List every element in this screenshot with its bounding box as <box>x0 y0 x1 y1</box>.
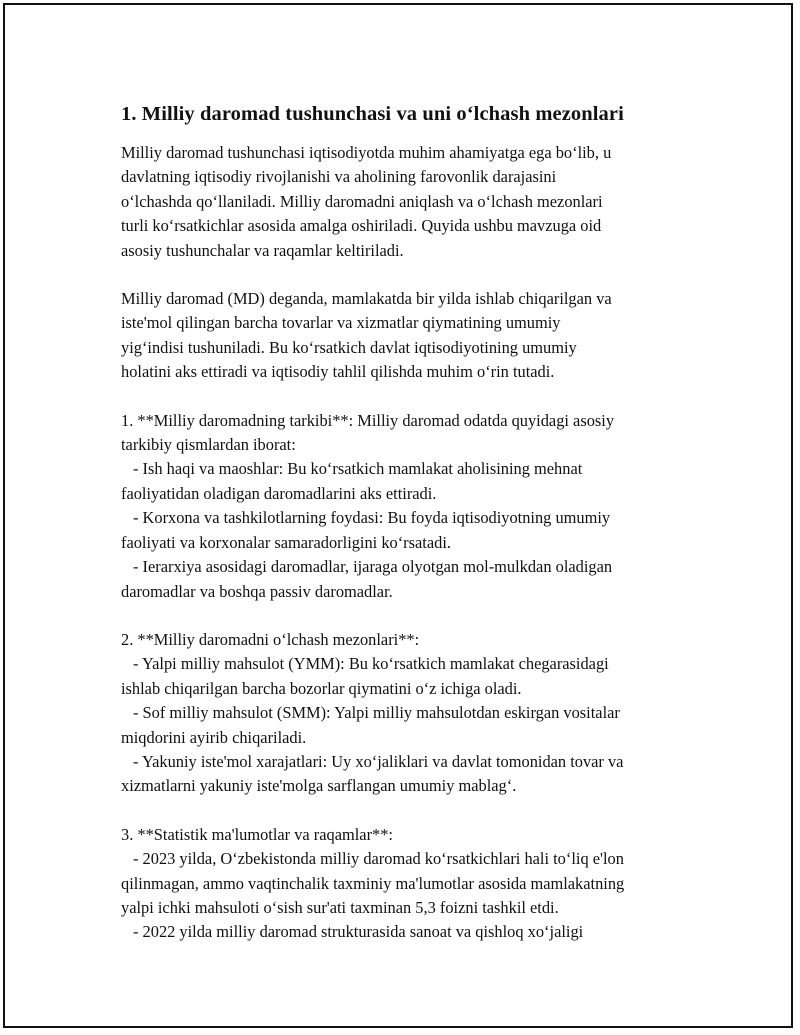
text-line: Milliy daromad (MD) deganda, mamlakatda bir yilda ishlab chiqarilgan va <box>121 289 612 309</box>
list-item-line: faoliyati va korxonalar samaradorligini ko‘rsatadi. <box>121 532 451 552</box>
text-line: iste'mol qilingan barcha tovarlar va xizmatlar qiymatining umumiy <box>121 313 561 333</box>
list-item <box>121 506 701 555</box>
document-page <box>3 3 793 1028</box>
list-item <box>121 555 701 604</box>
list-item-line: qilinmagan, ammo vaqtinchalik taxminiy ma'lumotlar asosida mamlakatning <box>121 873 625 893</box>
text-line: asosiy tushunchalar va raqamlar keltiriladi. <box>121 240 404 260</box>
list-item <box>121 750 701 799</box>
list-item-line: - 2022 yilda milliy daromad strukturasida sanoat va qishloq xo‘jaligi <box>133 922 584 942</box>
list-item <box>121 847 701 920</box>
list-item-line: yalpi ichki mahsuloti o‘sish sur'ati taxminan 5,3 foizni tashkil etdi. <box>121 897 559 917</box>
section-heading-line: tarkibiy qismlardan iborat: <box>121 435 296 455</box>
list-item-line: - Ish haqi va maoshlar: Bu ko‘rsatkich mamlakat aholisining mehnat <box>133 459 583 479</box>
list-item <box>121 457 701 506</box>
list-item-line: - Sof milliy mahsulot (SMM): Yalpi milliy mahsulotdan eskirgan vositalar <box>133 703 620 723</box>
definition-paragraph <box>121 287 701 385</box>
list-item <box>121 701 701 750</box>
section-statistics <box>121 823 701 945</box>
list-item-line: daromadlar va boshqa passiv daromadlar. <box>121 581 393 601</box>
list-item-line: ishlab chiqarilgan barcha bozorlar qiymatini o‘z ichiga oladi. <box>121 678 522 698</box>
text-line: holatini aks ettiradi va iqtisodiy tahlil qilishda muhim o‘rin tutadi. <box>121 362 555 382</box>
intro-paragraph <box>121 141 701 263</box>
list-item-line: miqdorini ayirib chiqariladi. <box>121 727 307 747</box>
section-heading-line: 3. **Statistik ma'lumotlar va raqamlar**: <box>121 824 393 844</box>
text-line: davlatning iqtisodiy rivojlanishi va aholining farovonlik darajasini <box>121 167 557 187</box>
section-criteria <box>121 628 701 799</box>
list-item-line: - Korxona va tashkilotlarning foydasi: Bu foyda iqtisodiyotning umumiy <box>133 508 611 528</box>
list-item-line: - 2023 yilda, O‘zbekistonda milliy daromad ko‘rsatkichlari hali to‘liq e'lon <box>133 849 624 869</box>
list-item-line: - Ierarxiya asosidagi daromadlar, ijaraga olyotgan mol-mulkdan oladigan <box>133 557 613 577</box>
text-line: Milliy daromad tushunchasi iqtisodiyotda muhim ahamiyatga ega bo‘lib, u <box>121 143 612 162</box>
text-line: turli ko‘rsatkichlar asosida amalga oshiriladi. Quyida ushbu mavzuga oid <box>121 216 602 236</box>
document-title: 1. Milliy daromad tushunchasi va uni o‘lchash mezonlari <box>121 103 624 125</box>
section-composition <box>121 409 701 604</box>
list-item <box>121 920 701 944</box>
list-item <box>121 652 701 701</box>
text-line: o‘lchashda qo‘llaniladi. Milliy daromadni aniqlash va o‘lchash mezonlari <box>121 191 603 211</box>
section-heading-line: 2. **Milliy daromadni o‘lchash mezonlari**: <box>121 629 420 649</box>
list-item-line: - Yakuniy iste'mol xarajatlari: Uy xo‘jaliklari va davlat tomonidan tovar va <box>133 751 624 771</box>
text-line: yig‘indisi tushuniladi. Bu ko‘rsatkich davlat iqtisodiyotining umumiy <box>121 337 577 357</box>
list-item-line: xizmatlarni yakuniy iste'molga sarflangan umumiy mablag‘. <box>121 776 517 796</box>
document-content <box>121 101 701 969</box>
list-item-line: - Yalpi milliy mahsulot (YMM): Bu ko‘rsatkich mamlakat chegarasidagi <box>133 654 609 674</box>
section-heading-line: 1. **Milliy daromadning tarkibi**: Milliy daromad odatda quyidagi asosiy <box>121 410 615 430</box>
list-item-line: faoliyatidan oladigan daromadlarini aks ettiradi. <box>121 483 437 503</box>
